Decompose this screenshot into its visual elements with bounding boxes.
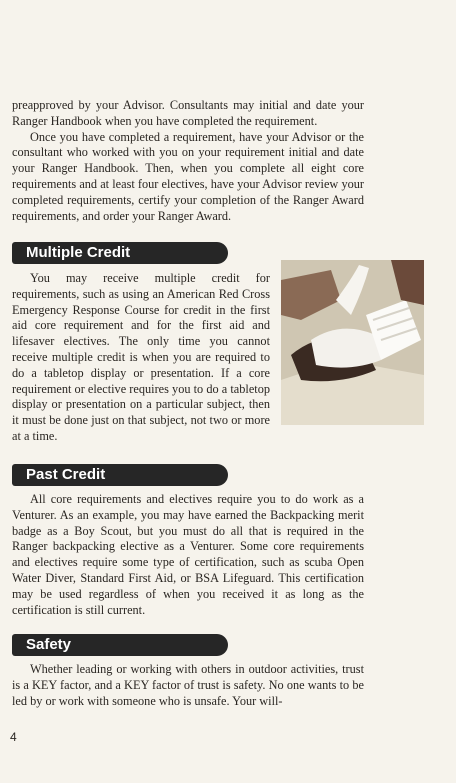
intro-paragraph-1: preapproved by your Advisor. Consultants may initial and date your Ranger Handbook when you have completed the requirement. (12, 98, 364, 128)
past-credit-heading: Past Credit (12, 464, 228, 486)
first-aid-bandage-photo (281, 260, 424, 425)
multiple-credit-section (12, 271, 270, 445)
intro-section (12, 98, 364, 224)
past-credit-body: All core requirements and electives require you to do work as a Venturer. As an example, you may have earned the Backpacking merit badge as a Boy Scout, but you must do all that is required in the Ranger backpacking elective as a Venturer. Some core requirements and electives require some type of certification, such as scuba Open Water Diver, Standard First Aid, or BSA Lifeguard. This certification may be used regardless of when you received it as long as the certification is still current. (12, 492, 364, 617)
multiple-credit-heading: Multiple Credit (12, 242, 228, 264)
safety-heading: Safety (12, 634, 228, 656)
bandage-illustration (281, 260, 424, 425)
safety-section (12, 662, 364, 709)
past-credit-section (12, 492, 364, 618)
page-number: 4 (10, 730, 17, 744)
intro-paragraph-2: Once you have completed a requirement, have your Advisor or the consultant who worked with you on your requirement initial and date your Ranger Handbook. Then, when you complete all eight core requirements and at least four electives, have your Advisor review your completed requirements, certify your completion of the Ranger Award requirements, and order your Ranger Award. (12, 129, 364, 223)
safety-body: Whether leading or working with others in outdoor activities, trust is a KEY factor, and a KEY factor of trust is safety. No one wants to be led by or work with someone who is unsafe. Your will- (12, 662, 364, 708)
multiple-credit-body: You may receive multiple credit for requirements, such as using an American Red Cross Emergency Response Course for credit in the first aid core requirement and for the first aid and lifesaver electives. The only time you cannot receive multiple credit is when you are required to do a tabletop display or presentation. If a core requirement or elective requires you to do a tabletop display or presentation on a particular subject, then it must be done just on that subject, not two or more at a time. (12, 271, 270, 443)
